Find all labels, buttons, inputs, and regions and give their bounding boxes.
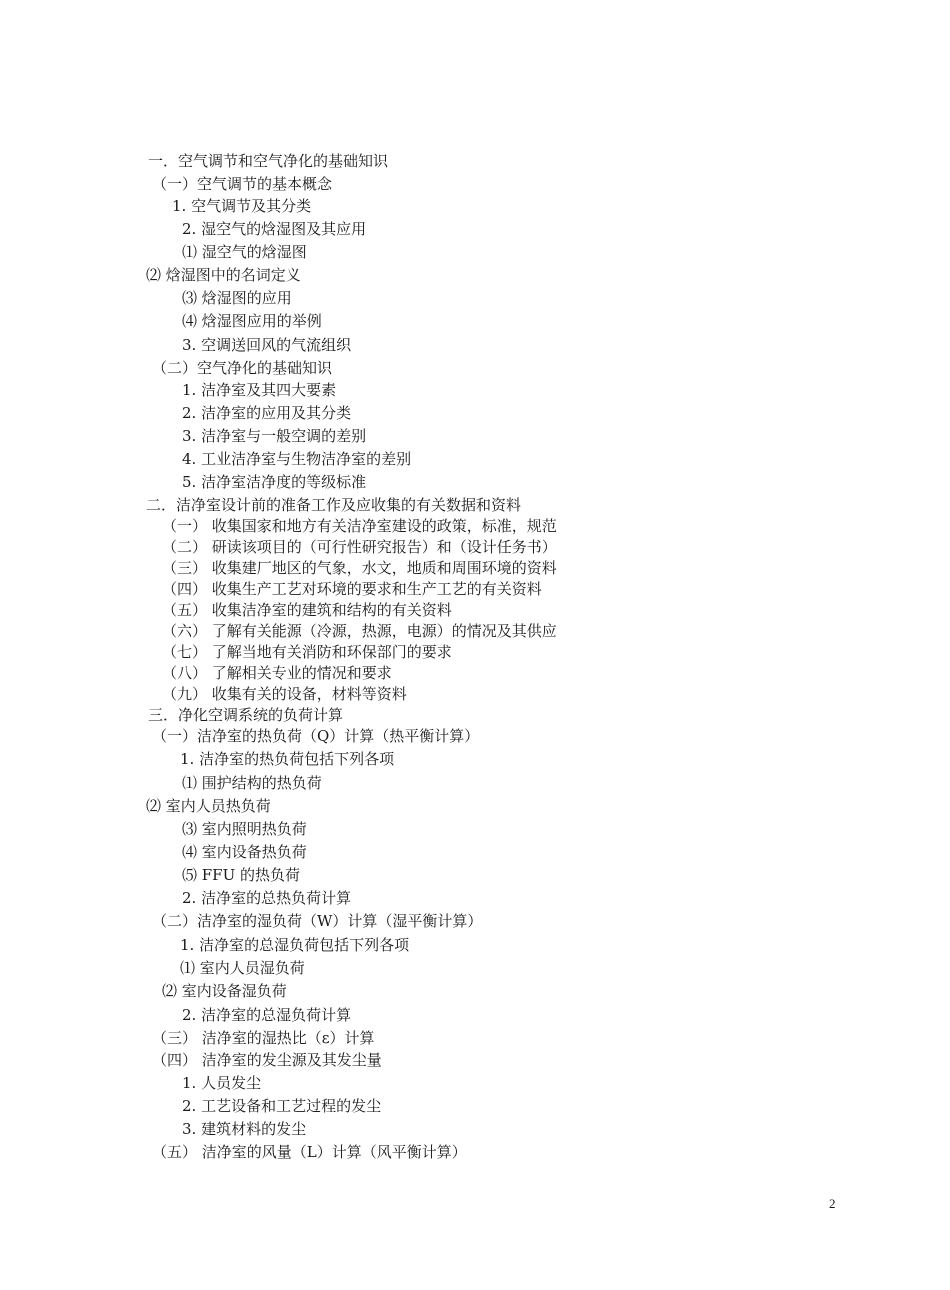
- outline-line: （四） 洁净室的发尘源及其发尘量: [152, 1051, 382, 1069]
- outline-line: （九） 收集有关的设备，材料等资料: [162, 685, 407, 703]
- outline-line: 一．空气调节和空气净化的基础知识: [148, 152, 389, 170]
- outline-line: （三） 洁净室的湿热比（ε）计算: [152, 1029, 375, 1047]
- outline-line: （六） 了解有关能源（冷源，热源，电源）的情况及其供应: [162, 622, 557, 640]
- outline-line: （七） 了解当地有关消防和环保部门的要求: [162, 643, 452, 661]
- outline-line: 2. 湿空气的焓湿图及其应用: [182, 220, 367, 238]
- outline-line: 3. 空调送回风的气流组织: [182, 336, 352, 354]
- outline-line: （四） 收集生产工艺对环境的要求和生产工艺的有关资料: [162, 580, 542, 598]
- outline-line: （八） 了解相关专业的情况和要求: [162, 664, 392, 682]
- outline-line: 1. 洁净室的热负荷包括下列各项: [180, 750, 395, 768]
- outline-line: 2. 洁净室的应用及其分类: [182, 404, 352, 422]
- outline-line: ⑷ 焓湿图应用的举例: [182, 312, 322, 330]
- outline-line: （一）洁净室的热负荷（Q）计算（热平衡计算）: [152, 727, 480, 745]
- outline-line: （五） 洁净室的风量（L）计算（风平衡计算）: [152, 1143, 467, 1161]
- outline-line: 3. 洁净室与一般空调的差别: [182, 427, 367, 445]
- outline-line: （二）洁净室的湿负荷（W）计算（湿平衡计算）: [152, 912, 483, 930]
- outline-line: （二） 研读该项目的（可行性研究报告）和（设计任务书）: [162, 538, 557, 556]
- outline-line: （三） 收集建厂地区的气象，水文，地质和周围环境的资料: [162, 559, 557, 577]
- outline-line: 2. 洁净室的总热负荷计算: [182, 889, 352, 907]
- outline-line: （一）空气调节的基本概念: [152, 175, 333, 193]
- outline-line: 4. 工业洁净室与生物洁净室的差别: [182, 450, 412, 468]
- outline-line: 二．洁净室设计前的准备工作及应收集的有关数据和资料: [146, 496, 522, 514]
- outline-line: 1. 洁净室及其四大要素: [182, 381, 337, 399]
- outline-line: 2. 工艺设备和工艺过程的发尘: [182, 1097, 382, 1115]
- outline-line: （二）空气净化的基础知识: [152, 359, 333, 377]
- outline-line: ⑵ 室内人员热负荷: [146, 797, 271, 815]
- outline-line: ⑸ FFU 的热负荷: [182, 866, 300, 884]
- outline-line: 1. 空气调节及其分类: [172, 197, 312, 215]
- outline-line: 5. 洁净室洁净度的等级标准: [182, 473, 367, 491]
- outline-line: ⑴ 围护结构的热负荷: [182, 774, 322, 792]
- outline-line: 三．净化空调系统的负荷计算: [148, 706, 344, 724]
- outline-line: 1. 人员发尘: [182, 1074, 262, 1092]
- outline-line: ⑷ 室内设备热负荷: [182, 843, 307, 861]
- outline-line: ⑴ 湿空气的焓湿图: [182, 243, 307, 261]
- page-number: 2: [829, 1196, 836, 1211]
- outline-line: （五） 收集洁净室的建筑和结构的有关资料: [162, 601, 452, 619]
- outline-line: （一） 收集国家和地方有关洁净室建设的政策，标准，规范: [162, 517, 557, 535]
- outline-line: ⑵ 焓湿图中的名词定义: [146, 266, 301, 284]
- outline-line: ⑶ 室内照明热负荷: [182, 820, 307, 838]
- outline-line: 2. 洁净室的总湿负荷计算: [182, 1006, 352, 1024]
- outline-line: 1. 洁净室的总湿负荷包括下列各项: [180, 936, 410, 954]
- outline-line: ⑴ 室内人员湿负荷: [180, 959, 305, 977]
- outline-line: 3. 建筑材料的发尘: [182, 1120, 307, 1138]
- outline-line: ⑶ 焓湿图的应用: [182, 289, 292, 307]
- outline-line: ⑵ 室内设备湿负荷: [162, 982, 287, 1000]
